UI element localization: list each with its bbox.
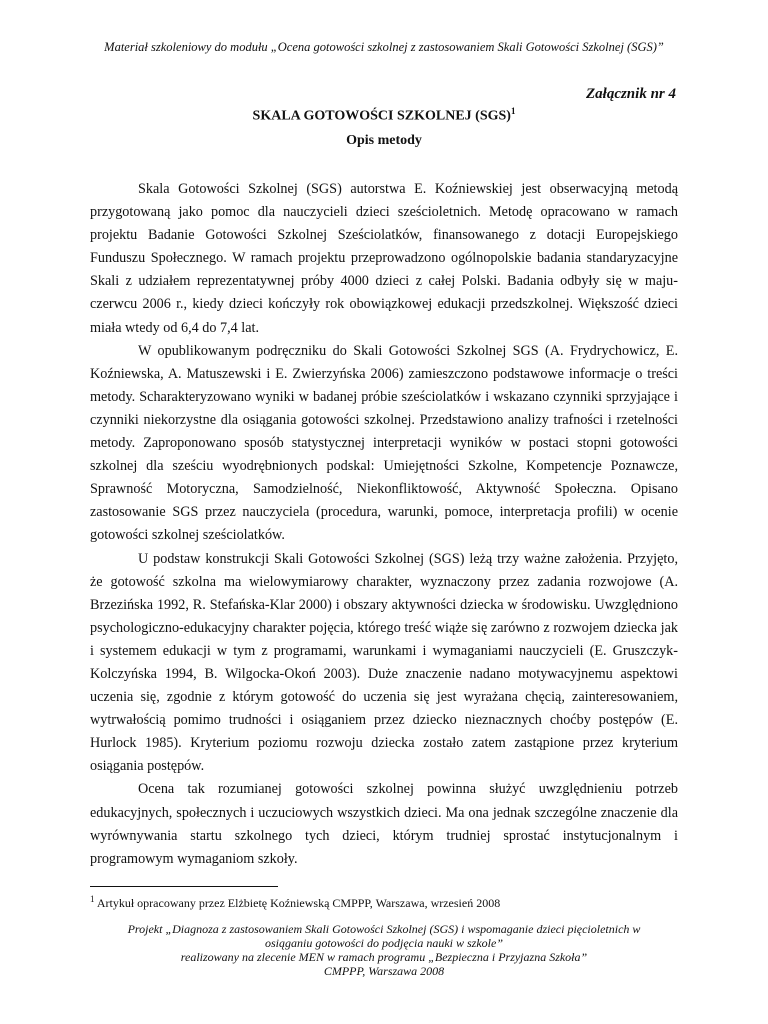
footnote-text: Artykuł opracowany przez Elżbietę Koźniewską CMPPP, Warszawa, wrzesień 2008 <box>96 896 501 910</box>
footer-line: osiąganiu gotowości do podjęcia nauki w szkole” <box>265 936 503 950</box>
page-footer <box>0 922 768 978</box>
paragraph: Ocena tak rozumianej gotowości szkolnej powinna służyć uwzględnieniu potrzeb edukacyjnych, społecznych i uczuciowych wszystkich dzieci. Ma ona jednak szczególne znaczenie dla wyrównywania startu szkolnego tych dzieci, którym trudniej sprostać instytucjonalnym i programowym wymaganiom szkoły. <box>90 781 678 867</box>
running-header: Materiał szkoleniowy do modułu „Ocena gotowości szkolnej z zastosowaniem Skali Gotowości Szkolnej (SGS)” <box>104 40 664 54</box>
paragraph: Skala Gotowości Szkolnej (SGS) autorstwa E. Koźniewskiej jest obserwacyjną metodą przygotowaną jako pomoc dla nauczycieli dzieci sześcioletnich. Metodę opracowano w ramach projektu Badanie Gotowości Szkolnej Sześciolatków, finansowanego z dotacji Europejskiego Funduszu Społecznego. W ramach projektu przeprowadzono ogólnopolskie badania standaryzacyjne Skali z udziałem reprezentatywnej próby 4000 dzieci z całej Polski. Badania odbyły się w maju-czerwcu 2006 r., kiedy dzieci kończyły rok obowiązkowej edukacji przedszkolnej. Większość dzieci miała wtedy od 6,4 do 7,4 lat. <box>90 181 678 336</box>
annex-label: Załącznik nr 4 <box>585 86 676 102</box>
document-subtitle: Opis metody <box>346 133 422 148</box>
paragraph: U podstaw konstrukcji Skali Gotowości Szkolnej (SGS) leżą trzy ważne założenia. Przyjęto, że gotowość szkolna ma wielowymiarowy charakter, wyznaczony przez zadania rozwojowe (A. Brzezińska 1992, R. Stefańska-Klar 2000) i obszary aktywności dziecka w środowisku. Uwzględniono psychologiczno-edukacyjny charakter pojęcia, którego treść wiąże się zarówno z rozwojem dziecka jak i systemem edukacji w tym z programami, warunkami i wymaganiami nauczycieli (E. Gruszczyk-Kolczyńska 1994, B. Wilgocka-Okoń 2003). Duże znaczenie nadano motywacyjnemu aspektowi uczenia się, zgodnie z którym gotowość do uczenia się jest wyrażana chęcią, zainteresowaniem, wytrwałością pomimo trudności i osiąganiem przez dziecko nieznacznych choćby postępów (E. Hurlock 1985). Kryterium poziomu rozwoju dziecka zostało zatem zastąpione przez kryterium osiągania postępów. <box>90 550 678 775</box>
footnote-divider <box>90 886 278 887</box>
paragraph: W opublikowanym podręczniku do Skali Gotowości Szkolnej SGS (A. Frydrychowicz, E. Koźniewska, A. Matuszewski i E. Zwierzyńska 2006) zamieszczono podstawowe informacje o treści metody. Scharakteryzowano wyniki w badanej próbie sześciolatków i wskazano czynniki sprzyjające i czynniki niekorzystne dla osiągania gotowości szkolnej. Przedstawiono analizy trafności i rzetelności metody. Zaproponowano sposób statystycznej interpretacji wyników w postaci stopni gotowości szkolnej dla sześciu wyodrębnionych podskal: Umiejętności Szkolne, Kompetencje Poznawcze, Sprawność Motoryczna, Samodzielność, Niekonfliktowość, Aktywność Społeczna. Opisano zastosowanie SGS przez nauczyciela (procedura, warunki, pomoce, interpretacja profili) w ocenie gotowości szkolnej sześciolatków. <box>90 342 678 544</box>
body-text <box>90 178 678 871</box>
footnote <box>90 894 690 911</box>
footnote-reference: 1 <box>510 106 516 116</box>
footnote-mark: 1 <box>90 894 95 904</box>
footer-line: CMPPP, Warszawa 2008 <box>323 964 445 978</box>
document-title <box>0 106 768 125</box>
document-title-text: SKALA GOTOWOŚCI SZKOLNEJ (SGS) <box>252 108 511 124</box>
footer-line: realizowany na zlecenie MEN w ramach programu „Bezpieczna i Przyjazna Szkoła” <box>180 950 588 964</box>
footer-line: Projekt „Diagnoza z zastosowaniem Skali Gotowości Szkolnej (SGS) i wspomaganie dzieci pięcioletnich w <box>127 922 641 936</box>
